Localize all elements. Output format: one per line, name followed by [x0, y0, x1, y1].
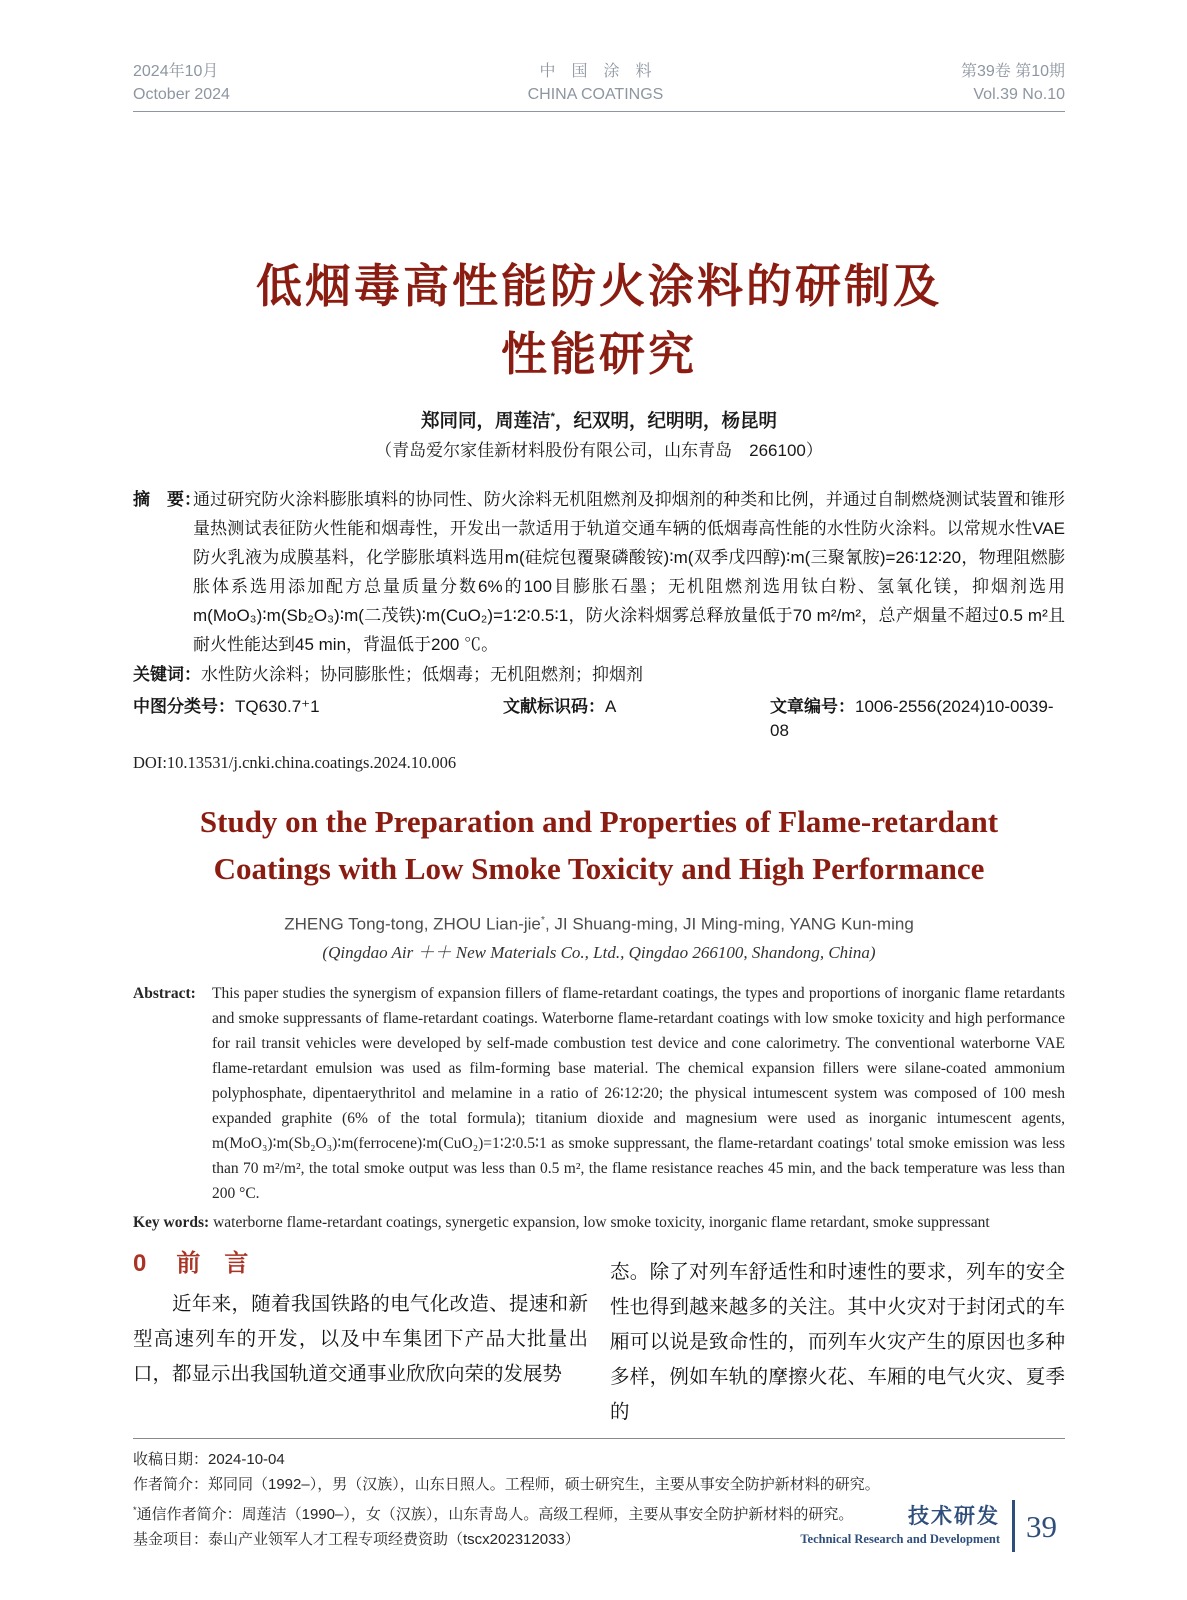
issue-volume-en: Vol.39 No.10	[973, 86, 1065, 103]
article-id	[770, 695, 1065, 743]
footnote-corresponding-text: 通信作者简介：周莲洁（1990–），女（汉族），山东青岛人。高级工程师，主要从事安全防护新材料的研究。	[136, 1505, 854, 1523]
header-divider	[133, 111, 1065, 112]
article-title-en	[133, 798, 1065, 892]
abstract-en-label: Abstract:	[133, 984, 196, 1002]
authors-cn-pre: 郑同同，周莲洁	[421, 410, 551, 432]
header-date-cn: 2024年10月	[133, 63, 219, 80]
footer-divider-bar	[1012, 1500, 1015, 1552]
keywords-cn-text: 水性防火涂料；协同膨胀性；低烟毒；无机阻燃剂；抑烟剂	[201, 665, 643, 685]
journal-name-en: CHINA COATINGS	[527, 86, 664, 103]
page-footer	[800, 1500, 1057, 1552]
header-date-en: October 2024	[133, 86, 230, 103]
article-title-cn-line2: 性能研究	[501, 328, 697, 380]
footnote-author-bio: 作者简介：郑同同（1992–），男（汉族），山东日照人。工程师，硕士研究生，主要从事安全防护新材料的研究。	[133, 1476, 880, 1494]
body-left-column	[133, 1249, 588, 1430]
header-issue-block	[961, 60, 1065, 106]
journal-name-cn: 中 国 涂 料	[539, 63, 652, 80]
authors-cn	[133, 404, 1065, 434]
keywords-en-text: waterborne flame-retardant coatings, synergetic expansion, low smoke toxicity, inorganic flame retardant, smoke suppressant	[213, 1213, 990, 1231]
body-paragraph-left: 近年来，随着我国铁路的电气化改造、提速和新型高速列车的开发，以及中车集团下产品大批量出口，都显示出我国轨道交通事业欣欣向荣的发展势	[133, 1293, 588, 1385]
keywords-en	[133, 1210, 1065, 1235]
body-columns	[133, 1249, 1065, 1430]
keywords-en-label: Key words:	[133, 1213, 210, 1231]
footnote-received-date: 收稿日期：2024-10-04	[133, 1450, 285, 1468]
clc-label: 中图分类号：	[133, 697, 235, 717]
affiliation-en: (Qingdao Air ＋＋ New Materials Co., Ltd., Qingdao 266100, Shandong, China)	[322, 942, 876, 962]
clc-number	[133, 695, 503, 743]
authors-en	[133, 908, 1065, 937]
article-title-cn	[133, 252, 1065, 388]
article-id-value: 1006-2556(2024)10-0039-08	[770, 697, 1054, 741]
section-0-number: 0	[133, 1249, 147, 1277]
section-0-heading	[133, 1249, 588, 1279]
abstract-cn	[133, 485, 1065, 659]
article-meta-row	[133, 695, 1065, 743]
authors-en-post: , JI Shuang-ming, JI Ming-ming, YANG Kun-ming	[544, 914, 914, 934]
footer-section-cn: 技术研发	[908, 1505, 1000, 1528]
abstract-en-text: This paper studies the synergism of expansion fillers of flame-retardant coatings, the types and proportions of inorganic flame retardants and smoke suppressants of flame-retardant coatings. Waterborne flame-retardant coatings with low smoke toxicity and high performance for rail transit vehicles were developed by self-made combustion test device and cone calorimetry. The conventional waterborne VAE flame-retardant emulsion was used as film-forming base material. The chemical expansion fillers were silane-coated ammonium polyphosphate, dipentaerythritol and melamine in a ratio of 26∶12∶20; the physical intumescent system was composed of 100 mesh expanded graphite (6% of the total formula); titanium dioxide and magnesium were used as inorganic intumescent agents, m(MoO₃)∶m(Sb₂O₃)∶m(ferrocene)∶m(CuO₂)=1∶2∶0.5∶1 as smoke suppressant, the flame-retardant coatings' total smoke emission was less than 70 m²/m², the total smoke output was less than 0.5 m², the flame resistance reaches 45 min, and the back temperature was less than 200 °C.	[212, 984, 1065, 1202]
footer-section-en: Technical Research and Development	[800, 1532, 1000, 1546]
abstract-en	[133, 981, 1065, 1206]
section-0-title: 前 言	[176, 1249, 249, 1277]
clc-value: TQ630.7⁺1	[235, 697, 320, 717]
running-head	[133, 0, 1065, 106]
article-title-cn-line1: 低烟毒高性能防火涂料的研制及	[256, 260, 942, 312]
footnote-corresponding-mark: *	[133, 1504, 137, 1515]
footnote-fund: 基金项目：泰山产业领军人才工程专项经费资助（tscx202312033）	[133, 1531, 580, 1549]
article-title-en-line2: Coatings with Low Smoke Toxicity and High Performance	[213, 851, 985, 887]
abstract-cn-text: 通过研究防火涂料膨胀填料的协同性、防火涂料无机阻燃剂及抑烟剂的种类和比例，并通过自制燃烧测试装置和锥形量热测试表征防火性能和烟毒性，开发出一款适用于轨道交通车辆的低烟毒高性能的水性防火涂料。以常规水性VAE防火乳液为成膜基料，化学膨胀填料选用m(硅烷包覆聚磷酸铵)∶m(双季戊四醇)∶m(三聚氰胺)=26∶12∶20，物理阻燃膨胀体系选用添加配方总量质量分数6%的100目膨胀石墨；无机阻燃剂选用钛白粉、氢氧化镁，抑烟剂选用m(MoO₃)∶m(Sb₂O₃)∶m(二茂铁)∶m(CuO₂)=1∶2∶0.5∶1，防火涂料烟雾总释放量低于70 m²/m²，总产烟量不超过0.5 m²且耐火性能达到45 min，背温低于200 ℃。	[193, 490, 1065, 655]
issue-volume-cn: 第39卷 第10期	[960, 63, 1065, 80]
authors-cn-post: ，纪双明，纪明明，杨昆明	[554, 410, 777, 432]
header-date-block	[133, 60, 230, 106]
article-id-label: 文章编号：	[770, 697, 855, 717]
corresponding-author-mark-en: *	[540, 914, 545, 927]
document-code-label: 文献标识码：	[503, 697, 605, 717]
affiliation-cn: （青岛爱尔家佳新材料股份有限公司，山东青岛 266100）	[375, 441, 823, 461]
page-number: 39	[1026, 1508, 1057, 1544]
document-code	[503, 695, 770, 743]
corresponding-author-mark: *	[550, 411, 555, 423]
header-journal-block	[528, 60, 664, 106]
document-code-value: A	[605, 697, 617, 717]
authors-en-pre: ZHENG Tong-tong, ZHOU Lian-jie	[284, 914, 541, 934]
body-paragraph-right: 态。除了对列车舒适性和时速性的要求，列车的安全性也得到越来越多的关注。其中火灾对于封闭式的车厢可以说是致命性的，而列车火灾产生的原因也多种多样，例如车轨的摩擦火花、车厢的电气火灾、夏季的	[610, 1261, 1065, 1423]
keywords-cn	[133, 663, 1065, 687]
doi: DOI:10.13531/j.cnki.china.coatings.2024.10.006	[133, 753, 457, 773]
keywords-cn-label: 关键词：	[133, 665, 201, 685]
article-title-en-line1: Study on the Preparation and Properties of Flame-retardant	[199, 804, 999, 840]
footer-section-labels	[800, 1505, 1000, 1547]
body-right-column	[610, 1249, 1065, 1430]
abstract-cn-label: 摘 要：	[133, 490, 201, 510]
